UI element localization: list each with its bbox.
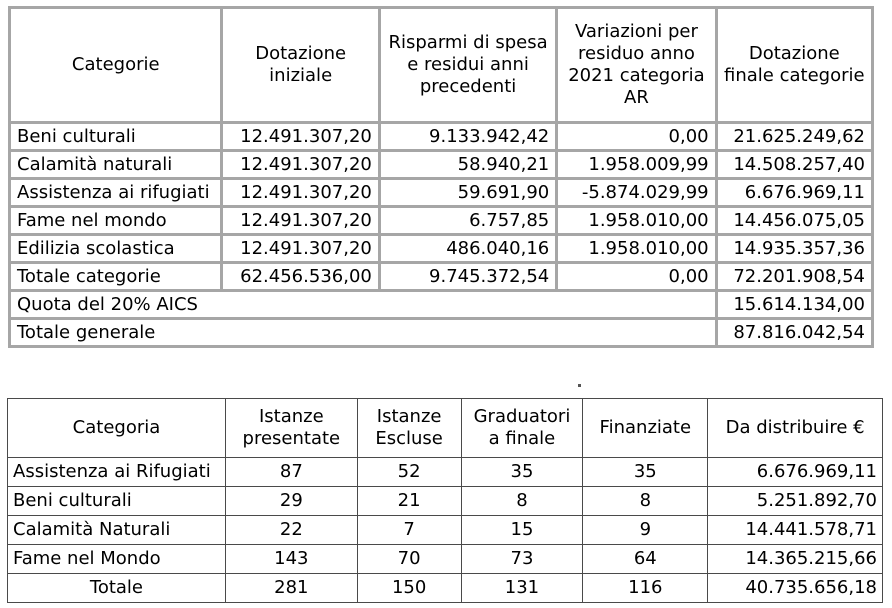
- header-categoria: Categoria: [8, 399, 226, 458]
- header-istanze-presentate: Istanze presentate: [225, 399, 357, 458]
- header-finanziate: Finanziate: [583, 399, 708, 458]
- table-row: [11, 236, 871, 264]
- table-row: [11, 180, 871, 208]
- header-variazioni: Variazioni per residuo anno 2021 categoria AR: [558, 9, 717, 124]
- value-cell: 486.040,16: [381, 236, 558, 264]
- value-cell: 116: [583, 574, 708, 603]
- value-cell: 12.491.307,20: [223, 124, 380, 152]
- value-cell: 59.691,90: [381, 180, 558, 208]
- value-cell: 22: [225, 516, 357, 545]
- quota-value: 15.614.134,00: [718, 292, 871, 320]
- applications-header-row: [8, 399, 883, 458]
- value-cell: 8: [461, 487, 583, 516]
- header-dotazione-finale: Dotazione finale categorie: [718, 9, 871, 124]
- table-row: [8, 487, 883, 516]
- category-cell: Fame nel mondo: [11, 208, 223, 236]
- value-cell: 21: [357, 487, 461, 516]
- value-cell: 14.365.215,66: [708, 545, 883, 574]
- value-cell: 7: [357, 516, 461, 545]
- value-cell: 14.508.257,40: [718, 152, 871, 180]
- table-row: [8, 458, 883, 487]
- value-cell: 1.958.010,00: [558, 208, 717, 236]
- category-cell: Assistenza ai Rifugiati: [8, 458, 226, 487]
- value-cell: 40.735.656,18: [708, 574, 883, 603]
- value-cell: 131: [461, 574, 583, 603]
- table-row: [8, 516, 883, 545]
- value-cell: 0,00: [558, 124, 717, 152]
- value-cell: 12.491.307,20: [223, 152, 380, 180]
- totale-categorie-row: [11, 264, 871, 292]
- value-cell: 14.456.075,05: [718, 208, 871, 236]
- category-cell: Calamità Naturali: [8, 516, 226, 545]
- value-cell: 35: [461, 458, 583, 487]
- value-cell: 14.441.578,71: [708, 516, 883, 545]
- value-cell: 1.958.010,00: [558, 236, 717, 264]
- table-row: [11, 152, 871, 180]
- value-cell: 9: [583, 516, 708, 545]
- category-cell: Assistenza ai rifugiati: [11, 180, 223, 208]
- value-cell: 12.491.307,20: [223, 208, 380, 236]
- totale-row: [8, 574, 883, 603]
- value-cell: 150: [357, 574, 461, 603]
- value-cell: 6.676.969,11: [718, 180, 871, 208]
- value-cell: 1.958.009,99: [558, 152, 717, 180]
- value-cell: 29: [225, 487, 357, 516]
- value-cell: 5.251.892,70: [708, 487, 883, 516]
- value-cell: 52: [357, 458, 461, 487]
- value-cell: 12.491.307,20: [223, 180, 380, 208]
- header-graduatoria-finale: Graduatori a finale: [461, 399, 583, 458]
- value-cell: 87: [225, 458, 357, 487]
- allocation-header-row: [11, 9, 871, 124]
- quota-aics-row: [11, 292, 871, 320]
- totale-generale-value: 87.816.042,54: [733, 321, 865, 343]
- category-cell: Beni culturali: [8, 487, 226, 516]
- value-cell: 15: [461, 516, 583, 545]
- allocation-table: [8, 6, 874, 348]
- applications-table: [7, 398, 883, 603]
- value-cell: 281: [225, 574, 357, 603]
- category-cell: Beni culturali: [11, 124, 223, 152]
- totale-generale-row: [11, 320, 871, 345]
- value-cell: 35: [583, 458, 708, 487]
- value-cell: 58.940,21: [381, 152, 558, 180]
- category-cell: Totale categorie: [11, 264, 223, 292]
- value-cell: 70: [357, 545, 461, 574]
- value-cell: 12.491.307,20: [223, 236, 380, 264]
- category-cell: Fame nel Mondo: [8, 545, 226, 574]
- value-cell: 6.757,85: [381, 208, 558, 236]
- header-istanze-escluse: Istanze Escluse: [357, 399, 461, 458]
- value-cell: 9.745.372,54: [381, 264, 558, 292]
- header-categorie: Categorie: [11, 9, 223, 124]
- header-da-distribuire: Da distribuire €: [708, 399, 883, 458]
- category-cell: Calamità naturali: [11, 152, 223, 180]
- value-cell: 64: [583, 545, 708, 574]
- value-cell: 72.201.908,54: [718, 264, 871, 292]
- value-cell: 143: [225, 545, 357, 574]
- value-cell: 62.456.536,00: [223, 264, 380, 292]
- table-row: [8, 545, 883, 574]
- value-cell: 8: [583, 487, 708, 516]
- value-cell: -5.874.029,99: [558, 180, 717, 208]
- value-cell: 6.676.969,11: [708, 458, 883, 487]
- value-cell: 9.133.942,42: [381, 124, 558, 152]
- value-cell: 0,00: [558, 264, 717, 292]
- header-dotazione-iniziale: Dotazione iniziale: [223, 9, 380, 124]
- table-row: [11, 124, 871, 152]
- header-risparmi: Risparmi di spesa e residui anni precedenti: [381, 9, 558, 124]
- value-cell: 21.625.249,62: [718, 124, 871, 152]
- value-cell: 14.935.357,36: [718, 236, 871, 264]
- table-row: [11, 208, 871, 236]
- category-cell: Totale: [8, 574, 226, 603]
- value-cell: 73: [461, 545, 583, 574]
- totale-generale-label: Totale generale: [11, 320, 718, 345]
- quota-label: Quota del 20% AICS: [11, 292, 718, 320]
- stray-mark: [578, 384, 581, 387]
- category-cell: Edilizia scolastica: [11, 236, 223, 264]
